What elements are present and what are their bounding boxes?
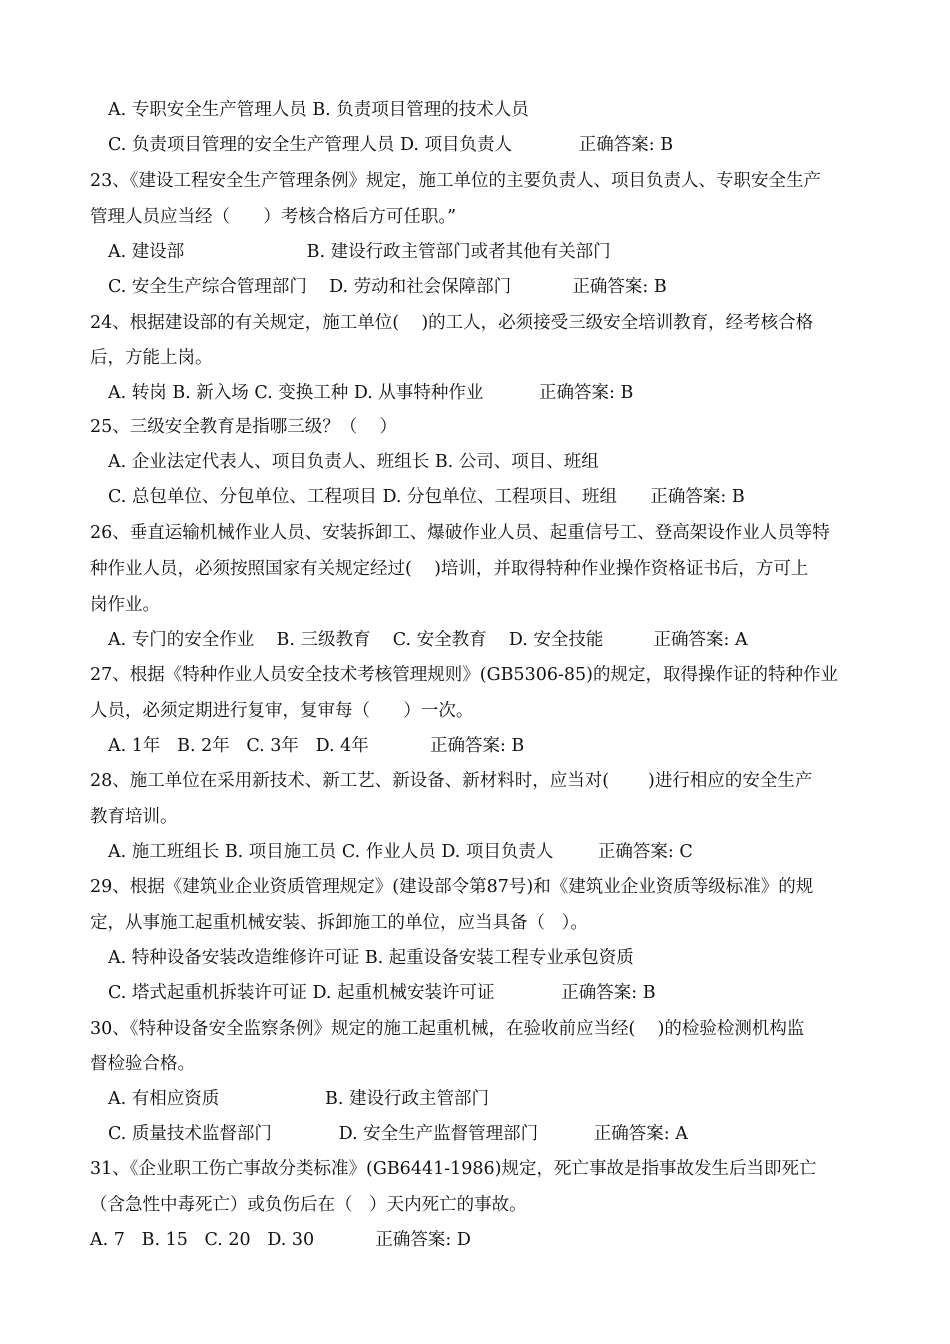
q30-options-cd: C. 质量技术监督部门 D. 安全生产监督管理部门 正确答案: A (108, 1124, 688, 1144)
q26-options: A. 专门的安全作业 B. 三级教育 C. 安全教育 D. 安全技能 正确答案: A (108, 630, 748, 650)
q30-stem-line2: 督检验合格。 (90, 1054, 195, 1074)
q26-stem-line2: 种作业人员，必须按照国家有关规定经过( )培训，并取得特种作业操作资格证书后，方可上 (90, 559, 809, 579)
q27-stem-line1: 27、根据《特种作业人员安全技术考核管理规则》(GB5306-85)的规定，取得操作证的特种作业 (90, 665, 838, 685)
q22-options-ab: A. 专职安全生产管理人员 B. 负责项目管理的技术人员 (108, 100, 529, 120)
q29-stem-line2: 定，从事施工起重机械安装、拆卸施工的单位，应当具备（ ）。 (90, 913, 588, 933)
q30-options-ab: A. 有相应资质 B. 建设行政主管部门 (108, 1089, 489, 1109)
q26-stem-line3: 岗作业。 (90, 595, 160, 615)
q25-options-cd: C. 总包单位、分包单位、工程项目 D. 分包单位、工程项目、班组 正确答案: B (108, 487, 745, 507)
q22-options-cd: C. 负责项目管理的安全生产管理人员 D. 项目负责人 正确答案: B (108, 135, 674, 155)
q25-stem: 25、三级安全教育是指哪三级？（ ） (90, 417, 398, 437)
q28-options: A. 施工班组长 B. 项目施工员 C. 作业人员 D. 项目负责人 正确答案: C (108, 842, 693, 862)
q29-options-cd: C. 塔式起重机拆装许可证 D. 起重机械安装许可证 正确答案: B (108, 983, 656, 1003)
q26-stem-line1: 26、垂直运输机械作业人员、安装拆卸工、爆破作业人员、起重信号工、登高架设作业人员等特 (90, 523, 830, 543)
q23-stem-line2: 管理人员应当经（ ）考核合格后方可任职。” (90, 207, 457, 227)
q25-options-ab: A. 企业法定代表人、项目负责人、班组长 B. 公司、项目、班组 (108, 452, 599, 472)
q24-stem-line1: 24、根据建设部的有关规定，施工单位( )的工人，必须接受三级安全培训教育，经考核合格 (90, 313, 814, 333)
q31-options: A. 7 B. 15 C. 20 D. 30 正确答案: D (90, 1230, 471, 1250)
q28-stem-line1: 28、施工单位在采用新技术、新工艺、新设备、新材料时，应当对( )进行相应的安全生产 (90, 771, 813, 791)
q23-stem-line1: 23、《建设工程安全生产管理条例》规定，施工单位的主要负责人、项目负责人、专职安全生产 (90, 171, 822, 191)
q27-options: A. 1年 B. 2年 C. 3年 D. 4年 正确答案: B (108, 736, 525, 756)
q24-stem-line2: 后，方能上岗。 (90, 348, 213, 368)
q31-stem-line1: 31、《企业职工伤亡事故分类标准》(GB6441-1986)规定，死亡事故是指事故发生后当即死亡 (90, 1159, 817, 1179)
q23-options-ab: A. 建设部 B. 建设行政主管部门或者其他有关部门 (108, 242, 611, 262)
q29-stem-line1: 29、根据《建筑业企业资质管理规定》(建设部令第87号)和《建筑业企业资质等级标准》的规 (90, 877, 814, 897)
q24-options: A. 转岗 B. 新入场 C. 变换工种 D. 从事特种作业 正确答案: B (108, 383, 634, 403)
q31-stem-line2: （含急性中毒死亡）或负伤后在（ ）天内死亡的事故。 (90, 1195, 527, 1215)
q28-stem-line2: 教育培训。 (90, 807, 178, 827)
q30-stem-line1: 30、《特种设备安全监察条例》规定的施工起重机械，在验收前应当经( )的检验检测机构监 (90, 1019, 805, 1039)
q27-stem-line2: 人员，必须定期进行复审，复审每（ ）一次。 (90, 701, 474, 721)
q23-options-cd: C. 安全生产综合管理部门 D. 劳动和社会保障部门 正确答案: B (108, 277, 667, 297)
q29-options-ab: A. 特种设备安装改造维修许可证 B. 起重设备安装工程专业承包资质 (108, 948, 634, 968)
